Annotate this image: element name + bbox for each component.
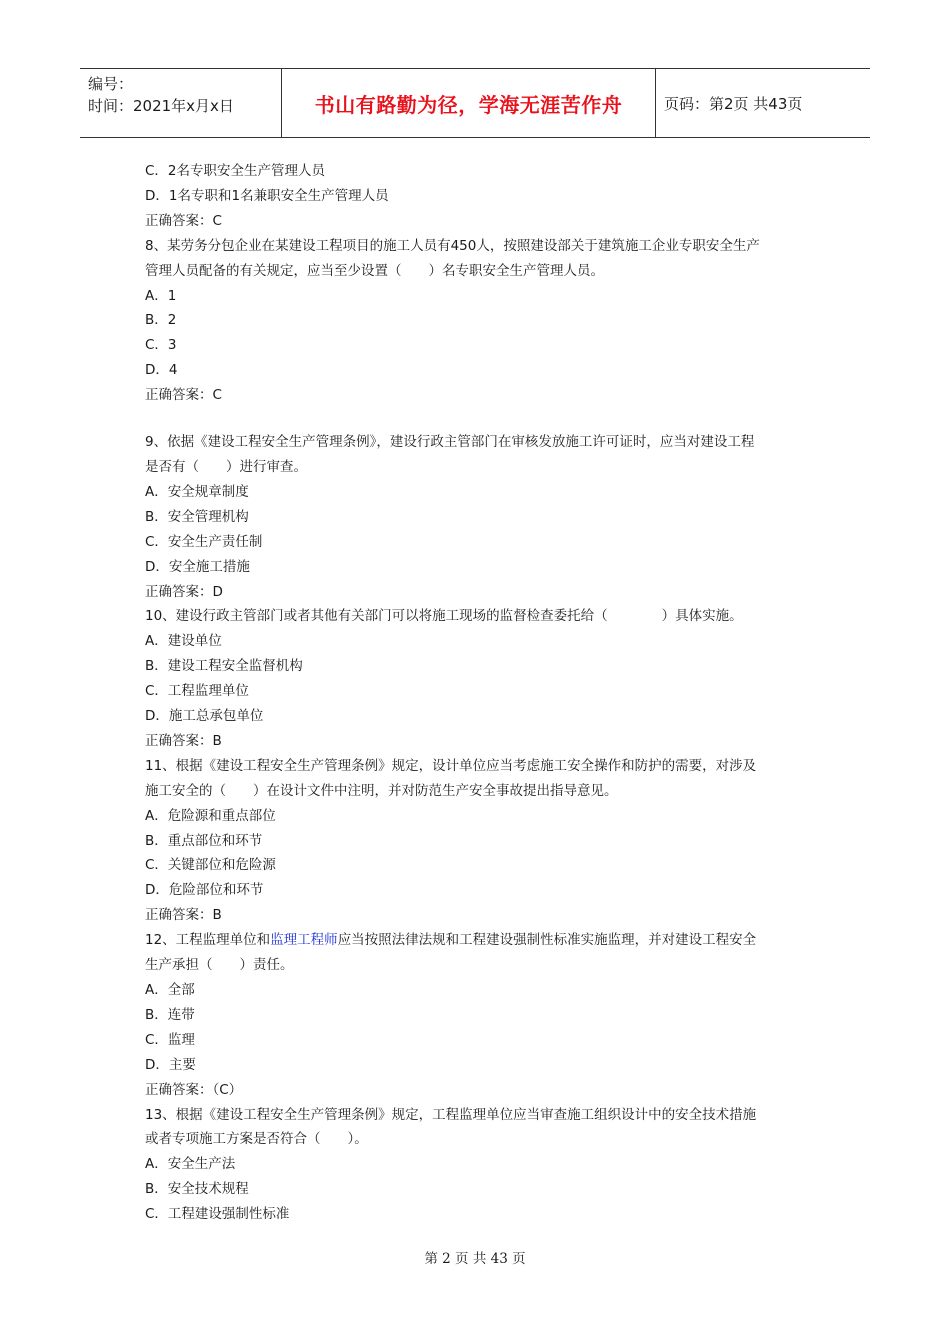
question-line: 13、根据《建设工程安全生产管理条例》规定，工程监理单位应当审查施工组织设计中的安全技术措施 bbox=[145, 1106, 757, 1123]
document-body bbox=[145, 159, 805, 1227]
option-line: A．安全生产法 bbox=[145, 1156, 236, 1173]
option-line: C．工程监理单位 bbox=[145, 683, 249, 700]
option-line: B．2 bbox=[145, 312, 177, 329]
answer-line: 正确答案：（C） bbox=[145, 1081, 243, 1098]
option-line: C．关键部位和危险源 bbox=[145, 857, 276, 874]
option-line: D．施工总承包单位 bbox=[145, 708, 264, 725]
answer-line: 正确答案：B bbox=[145, 907, 222, 924]
header-meta bbox=[80, 69, 280, 137]
question-line: 生产承担（ ）责任。 bbox=[145, 957, 294, 974]
option-line: C．工程建设强制性标准 bbox=[145, 1206, 290, 1223]
option-line: B．重点部位和环节 bbox=[145, 832, 263, 849]
answer-line: 正确答案：C bbox=[145, 212, 222, 229]
question-text: 12、工程监理单位和 bbox=[145, 932, 271, 949]
option-line: B．连带 bbox=[145, 1006, 195, 1023]
option-line: D．4 bbox=[145, 362, 178, 379]
option-line: D．安全施工措施 bbox=[145, 558, 250, 575]
option-line: B．安全管理机构 bbox=[145, 508, 249, 525]
paragraph-gap bbox=[145, 408, 805, 430]
page-footer: 第 2 页 共 43 页 bbox=[424, 1251, 526, 1267]
answer-line: 正确答案：C bbox=[145, 387, 222, 404]
option-line: C．安全生产责任制 bbox=[145, 533, 263, 550]
question-line: 8、某劳务分包企业在某建设工程项目的施工人员有450人，按照建设部关于建筑施工企业专职安全生产 bbox=[145, 237, 760, 254]
document-number: 编号： bbox=[88, 75, 134, 93]
header-page-cell bbox=[656, 69, 870, 137]
document-date: 时间：2021年x月x日 bbox=[88, 97, 234, 115]
option-line: D．危险部位和环节 bbox=[145, 882, 264, 899]
option-line: B．建设工程安全监督机构 bbox=[145, 658, 303, 675]
question-line: 是否有（ ）进行审查。 bbox=[145, 458, 307, 475]
option-line: A．全部 bbox=[145, 982, 195, 998]
question-line: 11、根据《建设工程安全生产管理条例》规定，设计单位应当考虑施工安全操作和防护的需要，对涉及 bbox=[145, 757, 757, 774]
option-line: D．主要 bbox=[145, 1056, 196, 1073]
header-motto: 书山有路勤为径，学海无涯苦作舟 bbox=[314, 92, 623, 117]
option-line: A．危险源和重点部位 bbox=[145, 807, 276, 824]
header-page-number: 页码：第2页 共43页 bbox=[664, 94, 803, 113]
option-line: C．3 bbox=[145, 337, 177, 354]
option-line: C．2名专职安全生产管理人员 bbox=[145, 163, 326, 179]
question-line: 9、依据《建设工程安全生产管理条例》，建设行政主管部门在审核发放施工许可证时，应当对建设工程 bbox=[145, 434, 755, 451]
option-line: A．1 bbox=[145, 287, 177, 304]
supervising-engineer-link[interactable]: 监理工程师 bbox=[270, 932, 338, 949]
option-line: A．建设单位 bbox=[145, 633, 222, 650]
option-line: D．1名专职和1名兼职安全生产管理人员 bbox=[145, 187, 389, 204]
option-line: B．安全技术规程 bbox=[145, 1181, 249, 1198]
page-header bbox=[80, 68, 870, 138]
question-line: 10、建设行政主管部门或者其他有关部门可以将施工现场的监督检查委托给（ ）具体实施。 bbox=[145, 608, 743, 625]
question-line: 或者专项施工方案是否符合（ ）。 bbox=[145, 1131, 368, 1148]
answer-line: 正确答案：B bbox=[145, 732, 222, 749]
question-line: 施工安全的（ ）在设计文件中注明，并对防范生产安全事故提出指导意见。 bbox=[145, 782, 618, 799]
option-line: C．监理 bbox=[145, 1031, 195, 1048]
option-line: A．安全规章制度 bbox=[145, 483, 249, 500]
question-text: 应当按照法律法规和工程建设强制性标准实施监理，并对建设工程安全 bbox=[337, 932, 757, 949]
question-line bbox=[145, 928, 805, 953]
question-line: 管理人员配备的有关规定，应当至少设置（ ）名专职安全生产管理人员。 bbox=[145, 262, 604, 279]
header-motto-cell bbox=[281, 69, 656, 137]
answer-line: 正确答案：D bbox=[145, 583, 223, 600]
